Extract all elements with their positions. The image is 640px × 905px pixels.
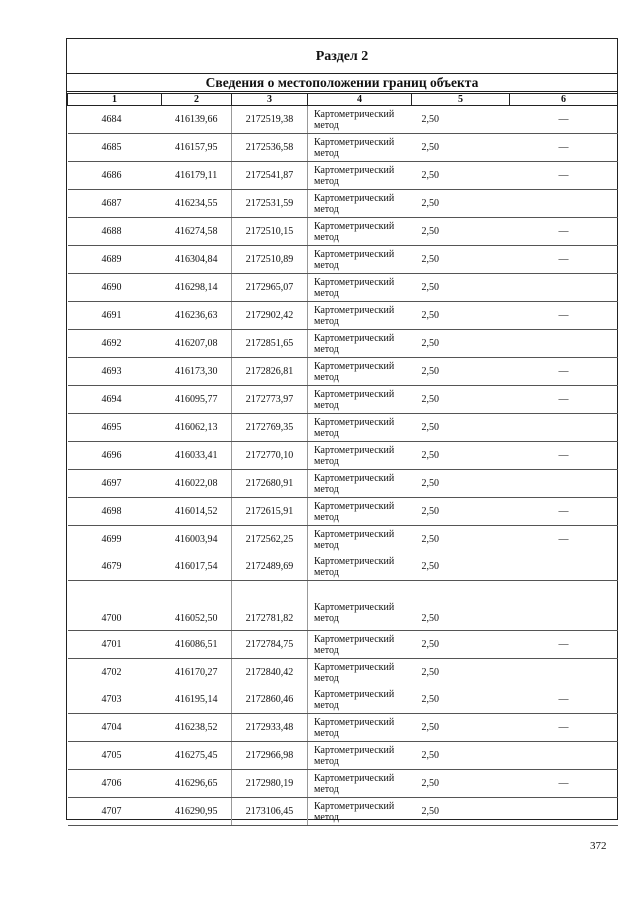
method-line-2: метод bbox=[314, 399, 339, 411]
method-cell bbox=[308, 386, 412, 414]
precision-cell: 2,50 bbox=[421, 534, 439, 545]
method-cell bbox=[308, 302, 412, 330]
x-coordinate-cell: 416274,58 bbox=[162, 218, 232, 246]
precision-cell: 2,50 bbox=[412, 686, 510, 714]
precision-cell: 2,50 bbox=[412, 742, 510, 770]
description-cell: — bbox=[558, 534, 569, 545]
point-number-cell: 4679 bbox=[68, 553, 162, 581]
header-row bbox=[68, 94, 618, 106]
table-row bbox=[68, 246, 618, 274]
point-number-cell: 4697 bbox=[68, 470, 162, 498]
description-cell: — bbox=[510, 162, 618, 190]
x-coordinate-cell: 416139,66 bbox=[162, 106, 232, 134]
table-row bbox=[68, 106, 618, 134]
description-cell: — bbox=[510, 631, 618, 659]
method-line-1: Картометрический bbox=[314, 800, 395, 812]
precision-cell: 2,50 bbox=[421, 667, 439, 678]
y-coordinate-cell: 2172510,15 bbox=[232, 218, 308, 246]
method-cell bbox=[308, 770, 412, 798]
method-cell bbox=[308, 442, 412, 470]
x-coordinate-cell: 416170,27 bbox=[175, 667, 218, 678]
method-cell bbox=[308, 134, 412, 162]
point-number-cell: 4695 bbox=[68, 414, 162, 442]
point-number-cell: 4691 bbox=[68, 302, 162, 330]
method-line-2: метод bbox=[314, 203, 339, 215]
method-line-2: метод bbox=[314, 259, 339, 271]
method-cell bbox=[308, 358, 412, 386]
point-number-cell: 4693 bbox=[68, 358, 162, 386]
precision-cell: 2,50 bbox=[412, 274, 510, 302]
method-cell bbox=[308, 190, 412, 218]
method-cell bbox=[308, 686, 412, 714]
point-number-cell: 4692 bbox=[68, 330, 162, 358]
x-coordinate-cell: 416062,13 bbox=[162, 414, 232, 442]
method-cell bbox=[308, 581, 412, 631]
table-row bbox=[68, 686, 618, 714]
method-cell bbox=[308, 798, 412, 826]
table-row bbox=[68, 190, 618, 218]
precision-cell: 2,50 bbox=[412, 330, 510, 358]
point-number-cell: 4707 bbox=[68, 798, 162, 826]
table-row bbox=[68, 442, 618, 470]
description-cell: — bbox=[510, 498, 618, 526]
y-coordinate-cell: 2172562,25 bbox=[232, 526, 308, 554]
point-number-cell: 4685 bbox=[68, 134, 162, 162]
method-line-2: метод bbox=[314, 644, 339, 656]
x-coordinate-cell: 416179,11 bbox=[162, 162, 232, 190]
x-coordinate-cell: 416052,50 bbox=[162, 581, 232, 631]
description-cell bbox=[510, 798, 618, 826]
y-coordinate-cell: 2173106,45 bbox=[232, 798, 308, 826]
method-line-2: метод bbox=[314, 147, 339, 159]
section-title: Раздел 2 bbox=[67, 40, 617, 74]
precision-cell: 2,50 bbox=[412, 358, 510, 386]
table-body bbox=[68, 106, 618, 826]
table-row bbox=[68, 330, 618, 358]
method-line-2: метод bbox=[314, 699, 339, 711]
point-number-cell: 4686 bbox=[68, 162, 162, 190]
y-coordinate-cell: 2172965,07 bbox=[232, 274, 308, 302]
method-cell bbox=[308, 162, 412, 190]
point-number-cell: 4690 bbox=[68, 274, 162, 302]
y-coordinate-cell: 2172489,69 bbox=[232, 553, 308, 581]
table-row bbox=[68, 414, 618, 442]
point-number-cell: 4688 bbox=[68, 218, 162, 246]
y-coordinate-cell: 2172615,91 bbox=[232, 498, 308, 526]
method-line-2: метод bbox=[314, 455, 339, 467]
point-number-cell: 4696 bbox=[68, 442, 162, 470]
point-number-cell: 4702 bbox=[101, 667, 122, 678]
method-line-1: Картометрический bbox=[314, 388, 395, 400]
x-coordinate-cell: 416017,54 bbox=[162, 553, 232, 581]
x-coordinate-cell: 416304,84 bbox=[162, 246, 232, 274]
x-coordinate-cell: 416086,51 bbox=[162, 631, 232, 659]
method-line-1: Картометрический bbox=[314, 108, 395, 120]
description-cell bbox=[510, 414, 618, 442]
method-cell bbox=[308, 742, 412, 770]
method-line-2: метод bbox=[314, 783, 339, 795]
method-line-1: Картометрический bbox=[314, 688, 395, 700]
header-col-2: 2 bbox=[162, 94, 232, 106]
method-line-2: метод bbox=[314, 511, 339, 523]
table-row bbox=[68, 218, 618, 246]
method-cell bbox=[308, 414, 412, 442]
point-number-cell: 4703 bbox=[68, 686, 162, 714]
method-line-1: Картометрический bbox=[314, 602, 395, 613]
y-coordinate-cell: 2172966,98 bbox=[232, 742, 308, 770]
x-coordinate-cell: 416207,08 bbox=[162, 330, 232, 358]
y-coordinate-cell: 2172536,58 bbox=[232, 134, 308, 162]
method-line-1: Картометрический bbox=[314, 716, 395, 728]
method-cell bbox=[308, 526, 412, 554]
description-cell bbox=[510, 274, 618, 302]
description-cell bbox=[510, 190, 618, 218]
table-row bbox=[68, 470, 618, 498]
method-cell bbox=[308, 659, 412, 687]
x-coordinate-cell: 416234,55 bbox=[162, 190, 232, 218]
method-line-1: Картометрический bbox=[314, 528, 395, 540]
x-coordinate-cell: 416236,63 bbox=[162, 302, 232, 330]
description-cell: — bbox=[510, 714, 618, 742]
method-line-1: Картометрический bbox=[314, 276, 395, 288]
method-line-1: Картометрический bbox=[314, 744, 395, 756]
table-row bbox=[68, 770, 618, 798]
table-row bbox=[68, 659, 618, 687]
table-row bbox=[68, 358, 618, 386]
description-cell: — bbox=[510, 134, 618, 162]
y-coordinate-cell: 2172902,42 bbox=[232, 302, 308, 330]
point-number-cell: 4684 bbox=[68, 106, 162, 134]
description-cell bbox=[510, 659, 618, 687]
point-number-cell: 4704 bbox=[68, 714, 162, 742]
method-line-2: метод bbox=[314, 175, 339, 187]
method-line-2: метод bbox=[314, 371, 339, 383]
precision-cell: 2,50 bbox=[412, 442, 510, 470]
header-col-4: 4 bbox=[308, 94, 412, 106]
method-line-2: метод bbox=[314, 231, 339, 243]
method-cell bbox=[308, 553, 412, 581]
method-line-2: метод bbox=[314, 119, 339, 131]
method-line-2: метод bbox=[314, 315, 339, 327]
x-coordinate-cell: 416195,14 bbox=[162, 686, 232, 714]
precision-cell: 2,50 bbox=[412, 770, 510, 798]
method-line-2: метод bbox=[314, 539, 339, 551]
y-coordinate-cell: 2172770,10 bbox=[232, 442, 308, 470]
method-line-1: Картометрический bbox=[314, 633, 395, 645]
y-coordinate-cell: 2172826,81 bbox=[232, 358, 308, 386]
description-cell: — bbox=[510, 218, 618, 246]
table-row bbox=[68, 386, 618, 414]
table-row bbox=[68, 798, 618, 826]
table-row bbox=[68, 274, 618, 302]
method-line-2: метод bbox=[314, 427, 339, 439]
precision-cell: 2,50 bbox=[412, 553, 510, 581]
precision-cell: 2,50 bbox=[412, 190, 510, 218]
precision-cell: 2,50 bbox=[412, 162, 510, 190]
method-line-1: Картометрический bbox=[314, 304, 395, 316]
point-number-cell: 4701 bbox=[68, 631, 162, 659]
method-line-1: Картометрический bbox=[314, 192, 395, 204]
table-row bbox=[68, 526, 618, 554]
method-line-2: метод bbox=[314, 727, 339, 739]
method-line-2: метод bbox=[314, 672, 339, 684]
table-row bbox=[68, 162, 618, 190]
y-coordinate-cell: 2172840,42 bbox=[232, 659, 308, 687]
point-number-cell: 4705 bbox=[68, 742, 162, 770]
method-line-2: метод bbox=[314, 287, 339, 299]
method-cell bbox=[308, 330, 412, 358]
method-line-1: Картометрический bbox=[314, 164, 395, 176]
x-coordinate-cell: 416296,65 bbox=[162, 770, 232, 798]
precision-cell: 2,50 bbox=[412, 798, 510, 826]
description-cell bbox=[510, 470, 618, 498]
method-cell bbox=[308, 498, 412, 526]
method-line-1: Картометрический bbox=[314, 332, 395, 344]
description-cell: — bbox=[510, 386, 618, 414]
table-row bbox=[68, 631, 618, 659]
description-cell: — bbox=[510, 106, 618, 134]
method-line-1: Картометрический bbox=[314, 555, 395, 567]
x-coordinate-cell: 416095,77 bbox=[162, 386, 232, 414]
method-line-1: Картометрический bbox=[314, 248, 395, 260]
x-coordinate-cell: 416157,95 bbox=[162, 134, 232, 162]
y-coordinate-cell: 2172781,82 bbox=[232, 581, 308, 631]
x-coordinate-cell: 416033,41 bbox=[162, 442, 232, 470]
description-cell bbox=[510, 742, 618, 770]
table-subtitle: Сведения о местоположении границ объекта bbox=[67, 74, 617, 92]
x-coordinate-cell: 416275,45 bbox=[162, 742, 232, 770]
header-col-1: 1 bbox=[68, 94, 162, 106]
precision-cell: 2,50 bbox=[412, 386, 510, 414]
y-coordinate-cell: 2172531,59 bbox=[232, 190, 308, 218]
method-line-2: метод bbox=[314, 613, 339, 624]
method-line-2: метод bbox=[314, 755, 339, 767]
description-cell bbox=[510, 330, 618, 358]
point-number-cell: 4706 bbox=[68, 770, 162, 798]
header-col-6: 6 bbox=[510, 94, 618, 106]
method-line-2: метод bbox=[314, 483, 339, 495]
precision-cell: 2,50 bbox=[412, 714, 510, 742]
precision-cell: 2,50 bbox=[412, 498, 510, 526]
x-coordinate-cell: 416290,95 bbox=[162, 798, 232, 826]
point-number-cell: 4699 bbox=[101, 534, 122, 545]
description-cell bbox=[510, 553, 618, 581]
precision-cell: 2,50 bbox=[412, 106, 510, 134]
method-line-1: Картометрический bbox=[314, 136, 395, 148]
method-line-1: Картометрический bbox=[314, 220, 395, 232]
method-cell bbox=[308, 106, 412, 134]
table-row bbox=[68, 714, 618, 742]
table-row bbox=[68, 134, 618, 162]
description-cell: — bbox=[510, 246, 618, 274]
method-cell bbox=[308, 714, 412, 742]
x-coordinate-cell: 416238,52 bbox=[162, 714, 232, 742]
header-col-5: 5 bbox=[412, 94, 510, 106]
point-number-cell: 4694 bbox=[68, 386, 162, 414]
y-coordinate-cell: 2172519,38 bbox=[232, 106, 308, 134]
method-cell bbox=[308, 631, 412, 659]
x-coordinate-cell: 416003,94 bbox=[175, 534, 218, 545]
boundary-table bbox=[67, 93, 618, 826]
table-row bbox=[68, 498, 618, 526]
method-line-2: метод bbox=[314, 343, 339, 355]
point-number-cell: 4687 bbox=[68, 190, 162, 218]
x-coordinate-cell: 416022,08 bbox=[162, 470, 232, 498]
point-number-cell: 4698 bbox=[68, 498, 162, 526]
x-coordinate-cell: 416173,30 bbox=[162, 358, 232, 386]
x-coordinate-cell: 416014,52 bbox=[162, 498, 232, 526]
table-row bbox=[68, 302, 618, 330]
precision-cell: 2,50 bbox=[412, 246, 510, 274]
precision-cell: 2,50 bbox=[412, 218, 510, 246]
page-number: 372 bbox=[590, 840, 607, 852]
y-coordinate-cell: 2172933,48 bbox=[232, 714, 308, 742]
precision-cell: 2,50 bbox=[412, 414, 510, 442]
y-coordinate-cell: 2172773,97 bbox=[232, 386, 308, 414]
header-col-3: 3 bbox=[232, 94, 308, 106]
method-line-1: Картометрический bbox=[314, 661, 395, 673]
table-row bbox=[68, 553, 618, 581]
method-line-1: Картометрический bbox=[314, 360, 395, 372]
method-line-1: Картометрический bbox=[314, 444, 395, 456]
table-row bbox=[68, 581, 618, 631]
x-coordinate-cell: 416298,14 bbox=[162, 274, 232, 302]
y-coordinate-cell: 2172980,19 bbox=[232, 770, 308, 798]
precision-cell: 2,50 bbox=[412, 302, 510, 330]
y-coordinate-cell: 2172510,89 bbox=[232, 246, 308, 274]
method-cell bbox=[308, 470, 412, 498]
y-coordinate-cell: 2172769,35 bbox=[232, 414, 308, 442]
method-cell bbox=[308, 246, 412, 274]
precision-cell: 2,50 bbox=[412, 631, 510, 659]
description-cell bbox=[510, 581, 618, 631]
description-cell: — bbox=[510, 686, 618, 714]
method-line-2: метод bbox=[314, 811, 339, 823]
description-cell: — bbox=[510, 770, 618, 798]
method-line-2: метод bbox=[314, 566, 339, 578]
method-line-1: Картометрический bbox=[314, 472, 395, 484]
method-cell bbox=[308, 218, 412, 246]
table-row bbox=[68, 742, 618, 770]
point-number-cell: 4700 bbox=[68, 581, 162, 631]
precision-cell: 2,50 bbox=[412, 470, 510, 498]
method-line-1: Картометрический bbox=[314, 500, 395, 512]
description-cell: — bbox=[510, 358, 618, 386]
y-coordinate-cell: 2172851,65 bbox=[232, 330, 308, 358]
precision-cell: 2,50 bbox=[412, 581, 510, 631]
method-line-1: Картометрический bbox=[314, 772, 395, 784]
description-cell: — bbox=[510, 302, 618, 330]
description-cell: — bbox=[510, 442, 618, 470]
y-coordinate-cell: 2172541,87 bbox=[232, 162, 308, 190]
method-line-1: Картометрический bbox=[314, 416, 395, 428]
precision-cell: 2,50 bbox=[412, 134, 510, 162]
y-coordinate-cell: 2172860,46 bbox=[232, 686, 308, 714]
y-coordinate-cell: 2172784,75 bbox=[232, 631, 308, 659]
y-coordinate-cell: 2172680,91 bbox=[232, 470, 308, 498]
method-cell bbox=[308, 274, 412, 302]
point-number-cell: 4689 bbox=[68, 246, 162, 274]
